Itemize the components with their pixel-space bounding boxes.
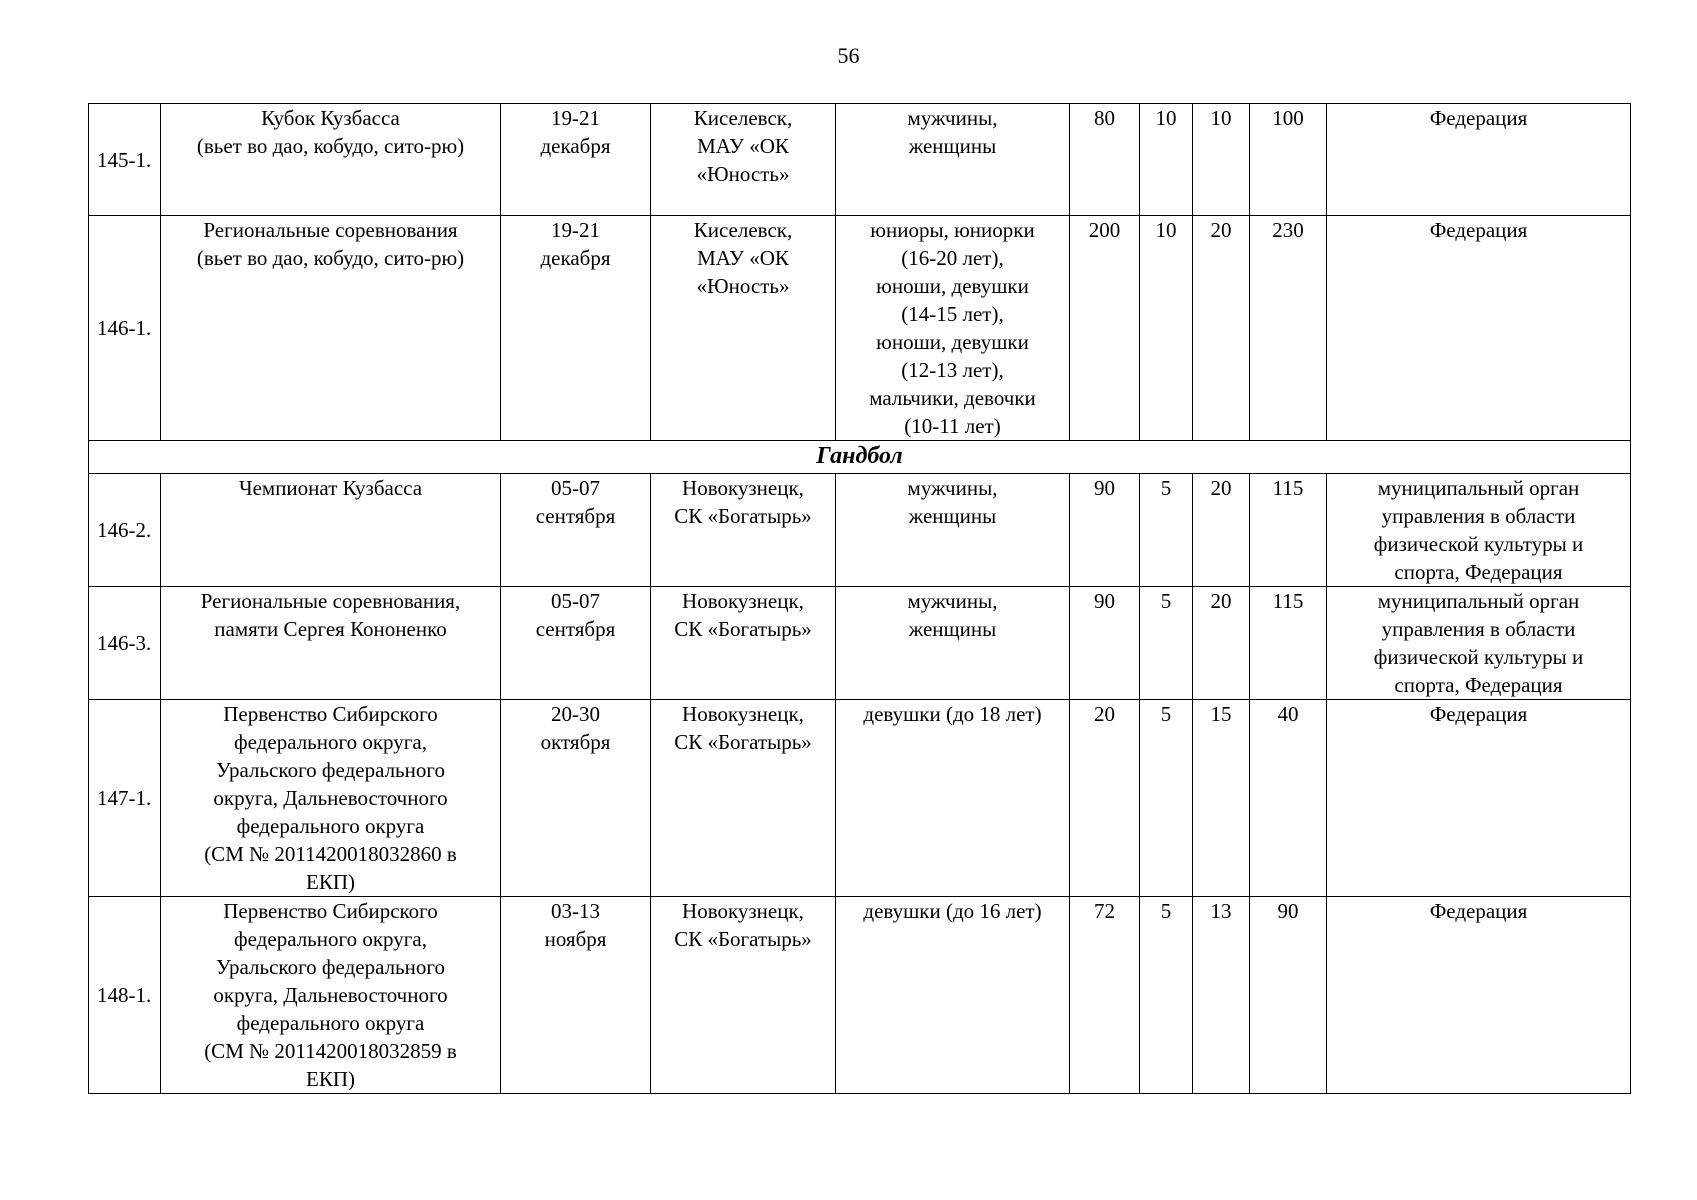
table-row xyxy=(89,474,1631,587)
table-row xyxy=(89,897,1631,1094)
row-number: 145-1. xyxy=(89,104,161,216)
event-place: Киселевск, МАУ «ОК «Юность» xyxy=(651,104,836,216)
total-count: 90 xyxy=(1250,897,1327,1094)
judges-count: 5 xyxy=(1140,897,1193,1094)
table-row xyxy=(89,216,1631,441)
judges-count: 10 xyxy=(1140,104,1193,216)
total-count: 40 xyxy=(1250,700,1327,897)
event-name: Первенство Сибирского федерального округа, Уральского федерального округа, Дальневосточного федерального округа (СМ № 2011420018032859 в ЕКП) xyxy=(161,897,501,1094)
participants-count: 90 xyxy=(1070,587,1140,700)
event-dates: 19-21 декабря xyxy=(501,216,651,441)
participants-count: 72 xyxy=(1070,897,1140,1094)
event-place: Киселевск, МАУ «ОК «Юность» xyxy=(651,216,836,441)
officials-count: 20 xyxy=(1193,216,1250,441)
table-row xyxy=(89,587,1631,700)
participants-count: 200 xyxy=(1070,216,1140,441)
table-body xyxy=(89,104,1631,1094)
section-row xyxy=(89,441,1631,474)
officials-count: 13 xyxy=(1193,897,1250,1094)
organizer: муниципальный орган управления в области физической культуры и спорта, Федерация xyxy=(1327,474,1631,587)
row-number: 148-1. xyxy=(89,897,161,1094)
judges-count: 5 xyxy=(1140,700,1193,897)
participant-category: юниоры, юниорки (16-20 лет), юноши, девушки (14-15 лет), юноши, девушки (12-13 лет), мальчики, девочки (10-11 лет) xyxy=(836,216,1070,441)
event-dates: 19-21 декабря xyxy=(501,104,651,216)
judges-count: 10 xyxy=(1140,216,1193,441)
event-dates: 03-13 ноября xyxy=(501,897,651,1094)
organizer: Федерация xyxy=(1327,216,1631,441)
organizer: Федерация xyxy=(1327,897,1631,1094)
officials-count: 20 xyxy=(1193,587,1250,700)
participants-count: 20 xyxy=(1070,700,1140,897)
participant-category: мужчины, женщины xyxy=(836,587,1070,700)
organizer: Федерация xyxy=(1327,700,1631,897)
officials-count: 15 xyxy=(1193,700,1250,897)
table-row xyxy=(89,700,1631,897)
row-number: 146-3. xyxy=(89,587,161,700)
officials-count: 20 xyxy=(1193,474,1250,587)
total-count: 115 xyxy=(1250,587,1327,700)
event-dates: 05-07 сентября xyxy=(501,587,651,700)
total-count: 100 xyxy=(1250,104,1327,216)
event-place: Новокузнецк, СК «Богатырь» xyxy=(651,587,836,700)
event-dates: 20-30 октября xyxy=(501,700,651,897)
participant-category: девушки (до 18 лет) xyxy=(836,700,1070,897)
events-table xyxy=(88,103,1631,1094)
table-row xyxy=(89,104,1631,216)
participant-category: мужчины, женщины xyxy=(836,474,1070,587)
total-count: 115 xyxy=(1250,474,1327,587)
page-number: 56 xyxy=(837,43,860,68)
event-name: Кубок Кузбасса (вьет во дао, кобудо, сито-рю) xyxy=(161,104,501,216)
participant-category: девушки (до 16 лет) xyxy=(836,897,1070,1094)
event-name: Региональные соревнования (вьет во дао, кобудо, сито-рю) xyxy=(161,216,501,441)
event-place: Новокузнецк, СК «Богатырь» xyxy=(651,474,836,587)
section-title: Гандбол xyxy=(89,441,1631,474)
event-dates: 05-07 сентября xyxy=(501,474,651,587)
participants-count: 80 xyxy=(1070,104,1140,216)
total-count: 230 xyxy=(1250,216,1327,441)
row-number: 147-1. xyxy=(89,700,161,897)
event-place: Новокузнецк, СК «Богатырь» xyxy=(651,897,836,1094)
event-place: Новокузнецк, СК «Богатырь» xyxy=(651,700,836,897)
organizer: Федерация xyxy=(1327,104,1631,216)
participants-count: 90 xyxy=(1070,474,1140,587)
event-name: Региональные соревнования, памяти Сергея Кононенко xyxy=(161,587,501,700)
event-name: Чемпионат Кузбасса xyxy=(161,474,501,587)
organizer: муниципальный орган управления в области физической культуры и спорта, Федерация xyxy=(1327,587,1631,700)
judges-count: 5 xyxy=(1140,587,1193,700)
row-number: 146-2. xyxy=(89,474,161,587)
event-name: Первенство Сибирского федерального округа, Уральского федерального округа, Дальневосточного федерального округа (СМ № 2011420018032860 в ЕКП) xyxy=(161,700,501,897)
row-number: 146-1. xyxy=(89,216,161,441)
officials-count: 10 xyxy=(1193,104,1250,216)
judges-count: 5 xyxy=(1140,474,1193,587)
participant-category: мужчины, женщины xyxy=(836,104,1070,216)
